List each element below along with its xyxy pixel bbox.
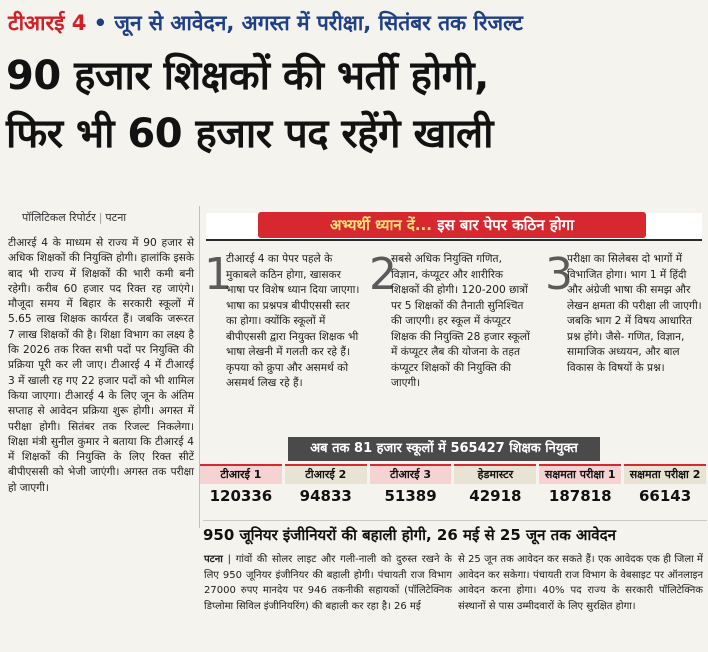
- stats-title: अब तक 81 हजार स्कूलों में 565427 शिक्षक नियुक्त: [288, 437, 600, 461]
- stat-cell: [285, 464, 367, 508]
- stat-value: 120336: [209, 487, 273, 505]
- stat-cell: [370, 464, 452, 508]
- secondary-text-1: गांवों की सोलर लाइट और गली-नाली को दुरुस्त रखने के लिए 950 जूनियर इंजीनियर की बहाली होगी। पंचायती राज विभाग 27000 रुपए मानदेय पर 946 तकनीकी सहायकों (पॉलिटेक्निक डिप्लोमा सिविल इंजीनियरिंग) की बहाली कर रहा है। 26 मई: [204, 554, 452, 612]
- stat-value: 51389: [384, 487, 437, 505]
- stat-label: टीआरई 3: [370, 466, 452, 484]
- byline-reporter: पॉलिटिकल रिपोर्टर: [22, 211, 96, 224]
- stat-label: हेडमास्टर: [454, 466, 536, 484]
- point-number: 1: [204, 249, 232, 300]
- stat-cell: [200, 464, 282, 508]
- point-text: टीआरई 4 का पेपर पहले के मुकाबले कठिन होगा, खासकर भाषा पर विशेष ध्यान दिया जाएगा। भाषा का प्रश्नपत्र बीपीएससी स्तर का होगा। क्योंकि स्कूलों में बीपीएससी द्वारा नियुक्त शिक्षक भी भाषा लेखनी में गलती कर रहे हैं। कृपया को क्रुपा और असमर्थ को असमर्थ लिख रहे हैं।: [226, 253, 360, 389]
- kicker: [8, 6, 700, 40]
- headline-line-1: 90 हजार शिक्षकों की भर्ती होगी,: [6, 53, 489, 99]
- stat-cell: [454, 464, 536, 508]
- secondary-story-col-1: पटना | गांवों की सोलर लाइट और गली-नाली को दुरुस्त रखने के लिए 950 जूनियर इंजीनियर की बहाली होगी। पंचायती राज विभाग 27000 रुपए मानदेय पर 946 तकनीकी सहायकों (पॉलिटेक्निक डिप्लोमा सिविल इंजीनियरिंग) की बहाली कर रहा है। 26 मई: [204, 554, 452, 612]
- stat-cell: [539, 464, 621, 508]
- kicker-text: जून से आवेदन, अगस्त में परीक्षा, सितंबर तक रिजल्ट: [114, 11, 523, 35]
- stat-value: 42918: [469, 487, 522, 505]
- kicker-bullet: •: [93, 11, 108, 35]
- secondary-story-col-2: से 25 जून तक आवेदन कर सकते हैं। एक आवेदक एक ही जिला में आवेदन कर सकेगा। पंचायती राज विभाग के वेबसाइट पर ऑनलाइन आवेदन करना होगा। 40% पद राज्य के सरकारी पॉलिटेक्निक संस्थानों से पास उम्मीदवारों के लिए सुरक्षित होगा।: [458, 554, 703, 612]
- stat-label: टीआरई 2: [285, 466, 367, 484]
- headline-line-2: फिर भी 60 हजार पद रहेंगे खाली: [6, 111, 494, 157]
- stat-label: सक्षमता परीक्षा 1: [539, 466, 621, 484]
- stat-cell: [624, 464, 706, 508]
- alert-banner: [258, 212, 646, 238]
- alert-emphasis: अभ्यर्थी ध्यान दें...: [330, 216, 432, 234]
- secondary-dateline: पटना: [204, 554, 223, 565]
- stat-label: सक्षमता परीक्षा 2: [624, 466, 706, 484]
- main-story-body: टीआरई 4 के माध्यम से राज्य में 90 हजार से अधिक शिक्षकों की नियुक्ति होगी। हालांकि इसके बाद भी राज्य में शिक्षकों की भारी कमी बनी रहेगी। करीब 60 हजार पद रिक्त रह जाएंगे। मौजूदा समय में बिहार के सरकारी स्कूलों में 5.65 लाख शिक्षक कार्यरत हैं। जबकि जरूरत 7 लाख शिक्षकों की है। शिक्षा विभाग का लक्ष्य है कि 2026 तक रिक्त सभी पदों पर नियुक्ति की प्रक्रिया पूरी कर ली जाए। टीआरई 4 में टीआरई 3 में खाली रह गए 22 हजार पदों को भी शामिल किया जाएगा। टीआरई 4 के लिए जून के अंतिम सप्ताह से आवेदन प्रक्रिया शुरू होगी। अगस्त में परीक्षा होगी। सितंबर तक रिजल्ट निकलेगा। शिक्षा मंत्री सुनील कुमार ने बताया कि टीआरई 4 में शिक्षकों की नियुक्ति के लिए रिक्त सीटें बीपीएससी को भेजी जाएंगी। अगस्त तक परीक्षा हो जाएगी।: [8, 237, 194, 494]
- kicker-label: टीआरई 4: [8, 11, 87, 35]
- alert-text: इस बार पेपर कठिन होगा: [437, 216, 574, 234]
- byline: [22, 210, 126, 225]
- point-number: 3: [545, 249, 573, 300]
- byline-separator: |: [98, 211, 103, 224]
- point-text: सबसे अधिक नियुक्ति गणित, विज्ञान, कंप्यूटर और शारीरिक शिक्षकों की होगी। 120-200 छात्रों पर 5 शिक्षकों की तैनाती सुनिश्चित की जाएगी। हर स्कूल में कंप्यूटर शिक्षक की नियुक्ति 28 हजार स्कूलों में कंप्यूटर लैब की योजना के तहत कंप्यूटर शिक्षकों की नियुक्ति की जाएगी।: [391, 253, 530, 389]
- secondary-headline: 950 जूनियर इंजीनियरों की बहाली होगी, 26 मई से 25 जून तक आवेदन: [203, 520, 707, 549]
- stats-table: [200, 464, 706, 508]
- stat-label: टीआरई 1: [200, 466, 282, 484]
- byline-place: पटना: [105, 211, 127, 224]
- stat-value: 94833: [299, 487, 352, 505]
- point-text: परीक्षा का सिलेबस दो भागों में विभाजित होगा। भाग 1 में हिंदी और अंग्रेजी भाषा की समझ और लेखन क्षमता की परीक्षा ली जाएगी। जबकि भाग 2 में विषय आधारित प्रश्न होंगे। जैसे- गणित, विज्ञान, सामाजिक अध्ययन, और बाल विकास के विषयों के प्रश्न।: [567, 253, 702, 374]
- stat-value: 66143: [638, 487, 692, 505]
- point-number: 2: [369, 249, 397, 300]
- stat-value: 187818: [548, 487, 612, 505]
